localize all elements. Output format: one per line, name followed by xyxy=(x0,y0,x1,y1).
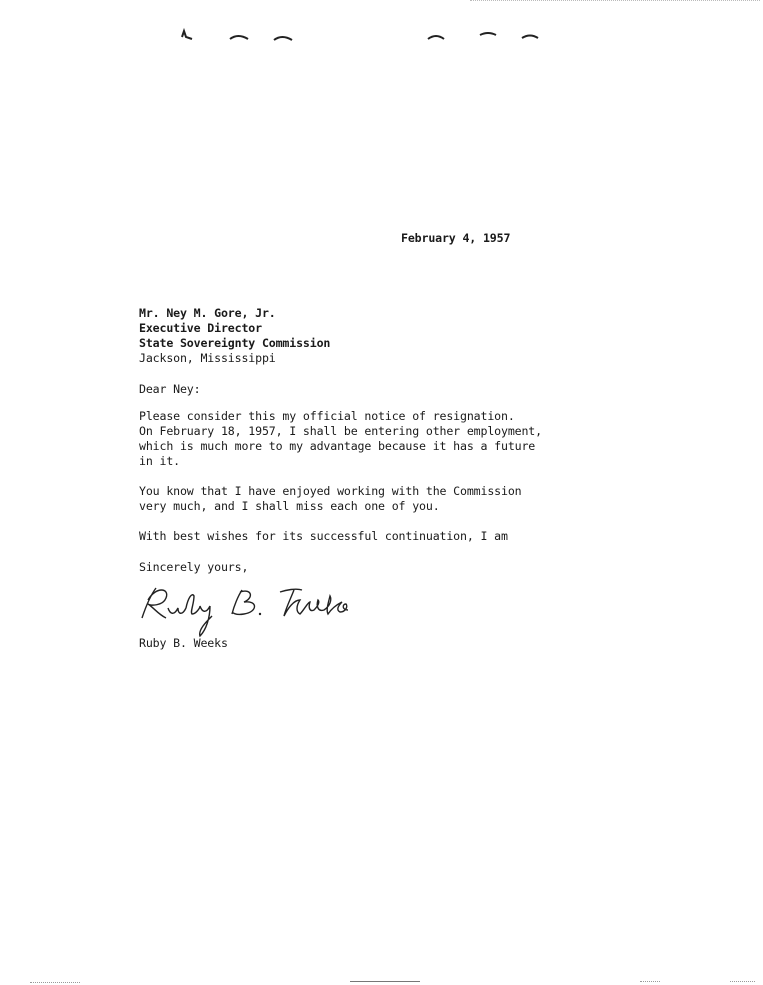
closing: Sincerely yours, xyxy=(139,560,249,574)
letter-date: February 4, 1957 xyxy=(401,231,511,245)
salutation: Dear Ney: xyxy=(139,382,201,396)
paragraph-1-line-1: Please consider this my official notice of resignation. xyxy=(139,409,515,423)
recipient-title: Executive Director xyxy=(139,321,262,335)
paragraph-1-line-4: in it. xyxy=(139,454,180,468)
scan-edge-mark-bottom-left xyxy=(30,982,80,983)
signer-name: Ruby B. Weeks xyxy=(139,636,228,650)
paragraph-2-line-1: You know that I have enjoyed working with the Commission xyxy=(139,484,522,498)
scan-edge-mark-bottom-center xyxy=(350,981,420,982)
recipient-organization: State Sovereignty Commission xyxy=(139,336,331,350)
paragraph-1-line-3: which is much more to my advantage because it has a future xyxy=(139,439,536,453)
scan-artifacts-top xyxy=(170,25,550,50)
scan-edge-mark xyxy=(470,0,760,1)
recipient-name: Mr. Ney M. Gore, Jr. xyxy=(139,306,276,320)
recipient-location: Jackson, Mississippi xyxy=(139,351,276,365)
scan-edge-mark-bottom-corner xyxy=(730,981,755,982)
handwritten-signature xyxy=(136,578,366,640)
paragraph-2-line-2: very much, and I shall miss each one of you. xyxy=(139,499,440,513)
paragraph-3: With best wishes for its successful continuation, I am xyxy=(139,529,508,543)
paragraph-1-line-2: On February 18, 1957, I shall be entering other employment, xyxy=(139,424,542,438)
scan-edge-mark-bottom-right xyxy=(640,981,660,982)
